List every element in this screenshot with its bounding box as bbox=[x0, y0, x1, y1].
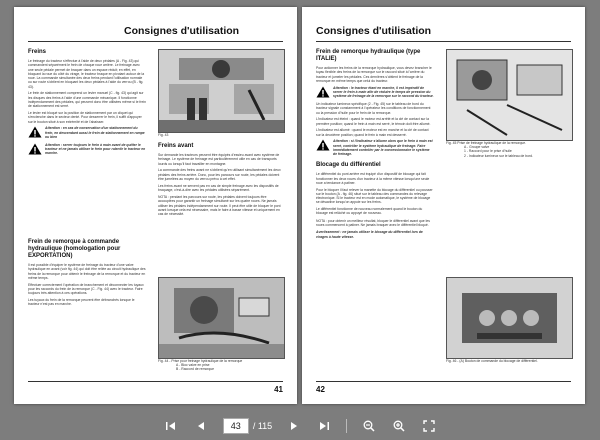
zoom-in-icon bbox=[393, 420, 405, 432]
section-title-freins: Freins bbox=[28, 49, 47, 55]
note-block: NOTA : pour obtenir un meilleur résultat, bloquer le différentiel avant que les roues commencent à patiner. Ne jamais braquer avec le différentiel bloqué. bbox=[316, 218, 430, 227]
figure-46-caption: Fig. 46 - (A) Bouton de commande du blocage de différentiel. bbox=[446, 359, 538, 363]
footer-rule bbox=[28, 381, 283, 382]
hydraulic-trailer-brake-illustration bbox=[159, 278, 284, 358]
figure-44-image bbox=[158, 277, 285, 359]
figure-43-caption: Fig. 43 bbox=[158, 133, 169, 137]
caption-item: 1 - Raccord pour le prise d'huile bbox=[464, 149, 512, 154]
left-column-1 bbox=[28, 49, 146, 160]
left-page bbox=[14, 7, 297, 404]
last-page-button[interactable] bbox=[316, 418, 332, 434]
paragraph: Le frein de stationnement comprend un levier manuel (C - fig. 43) qui agit sur les disques des freins à l'aide d'une commande mécanique. Il fonctionne indépendamment des pédales, qui peuvent donc être utilisées même si le frein de stationnement est serré. bbox=[28, 91, 146, 109]
figure-44-caption bbox=[158, 359, 283, 372]
warning-block bbox=[28, 143, 146, 156]
warning-triangle-icon bbox=[28, 126, 42, 138]
figure-45-image bbox=[446, 49, 573, 141]
previous-page-button[interactable] bbox=[193, 418, 209, 434]
next-page-button[interactable] bbox=[286, 418, 302, 434]
paragraph: Le différentiel fonctionne de nouveau normalement quand le bouton du blocage est relâché ou appuyé de nouveau. bbox=[316, 207, 423, 216]
page-header-title: Consignes d'utilisation bbox=[316, 25, 432, 37]
warning-block bbox=[28, 126, 146, 139]
fullscreen-button[interactable] bbox=[421, 418, 437, 434]
fullscreen-icon bbox=[423, 420, 435, 432]
warning-text: Attention : le tracteur étant en marche, il est impératif de serrer le frein à main afin de réduire le temps de pression du système de freinage de la remorque sur le raccord du tracteur. bbox=[333, 85, 434, 98]
note-block: NOTA : pendant les parcours sur route, les pédales doivent toujours être accouplées pour garantir un freinage simultané sur les quatre roues. Ne jamais utiliser les pédales indépendamment sur route. Il peut être utile de bloquer le pont avant lorsque cela est nécessaire, mais le faire à basse vitesse et uniquement en cas de nécessité. bbox=[158, 195, 281, 217]
paragraph: Pour le bloquer il faut relever la manette du blocage du différentiel ou pousser sur le bouton (A - fig. 46) situé sur le tableau des commandes du relevage électronique. Si le tracteur est en mode automatique, le système de blocage se désactive lorsqu'on appuie sur les freins. bbox=[316, 187, 433, 205]
page-number: 42 bbox=[316, 385, 325, 394]
figure-45-caption bbox=[446, 141, 571, 158]
zoom-out-icon bbox=[363, 420, 375, 432]
tractor-brake-pedals-illustration bbox=[159, 50, 284, 132]
header-rule bbox=[28, 41, 283, 42]
paragraph: Le différentiel du pont arrière est équipé d'un dispositif de blocage qui fait fonctionner les deux roues d'un tracteur à la même vitesse lorsqu'une seule roue a tendance à patiner. bbox=[316, 172, 430, 185]
caption-item: 2 - Indicateur lumineux sur le tableau de bord. bbox=[464, 153, 533, 158]
current-page-input[interactable]: 43 bbox=[223, 418, 249, 434]
warning-triangle-icon bbox=[28, 143, 42, 155]
warning-text: Attention : si l'indicateur s'allume alors que le frein à main est serré, contrôler le système hydraulique de freinage. Faire immédiatement contrôler par le concessionnaire le système de freinage. bbox=[333, 139, 433, 157]
first-page-icon bbox=[165, 421, 177, 431]
toolbar-separator bbox=[346, 419, 347, 433]
header-rule bbox=[316, 41, 571, 42]
caption-item: A - Bloc valve en prise bbox=[176, 363, 210, 368]
paragraph: Les tuyaux du frein de la remorque peuvent être débranchés lorsque le tracteur n'est pas en marche. bbox=[28, 297, 135, 307]
paragraph: Effectuer correctement l'opération de branchement et déconnecter les tuyaux pour les raccords du frein de la remorque (C - Fig. 44) avec le tracteur. Faire toujours très attention à ces opérations. bbox=[28, 282, 144, 296]
last-page-icon bbox=[318, 421, 330, 431]
paragraph: L'indicateur est éteint : quand le moteur est arrêté et la clé de contact sur la première position; quand le frein à main est serré, le témoin doit être allumé. bbox=[316, 117, 431, 126]
next-page-icon bbox=[289, 421, 299, 431]
zoom-out-button[interactable] bbox=[361, 418, 377, 434]
page-header-title: Consignes d'utilisation bbox=[124, 25, 240, 37]
left-column-2 bbox=[158, 143, 283, 220]
paragraph: Sur demande les tracteurs peuvent être équipés d'essieu avant avec système de freinage. Le système de freinage est particulièrement utile en cas de transports lourds ou lorsqu'il faut travailler en montagne. bbox=[158, 153, 280, 166]
trailer-brake-valve-illustration bbox=[447, 50, 572, 140]
footer-rule bbox=[316, 381, 571, 382]
zoom-in-button[interactable] bbox=[391, 418, 407, 434]
right-page bbox=[302, 7, 585, 404]
warning-block bbox=[316, 86, 434, 99]
first-page-button[interactable] bbox=[163, 418, 179, 434]
differential-lock-button-illustration bbox=[447, 278, 572, 358]
paragraph: Le freinage du tracteur s'effectue à l'aide de deux pédales (A - Fig. 43) qui commandent séparément le frein de chaque roue arrière. Le freinage avec une seule pédale permet de braquer dans un espace réduit; en effet, en bloquant la roue du côté du virage, le tracteur braque en pivotant autour de la roue. La commande simultanée des deux freins pendant l'utilisation normale ou sur route s'obtient en bloquant les deux pédales à l'aide du verrou (B - fig. 43). bbox=[28, 59, 145, 89]
left-column-1-bottom bbox=[28, 239, 146, 309]
paragraph: Les freins avant ne servent pas en cas de simple freinage avec les dispositifs de braquage, c'est-à-dire avec les pédales utilisées séparément. bbox=[158, 183, 279, 192]
warning-triangle-icon bbox=[316, 86, 330, 98]
paragraph: Le levier est bloqué sur la position de stationnement par un cliquet qui s'enclenche dans le secteur denté. Pour desserrer le frein, il suffit d'appuyer sur le bouton situé à son extrémité et de l'abaisser. bbox=[28, 111, 142, 124]
warning-text: Attention : serrer toujours le frein à main avant de quitter le tracteur et ne jamais utiliser le frein pour ralentir le tracteur en marche. bbox=[45, 142, 146, 156]
section-title-blocage-differentiel: Blocage du différentiel bbox=[316, 162, 381, 169]
figure-43-image bbox=[158, 49, 285, 133]
caption-title: Fig. 45 Prise de freinage hydraulique de la remorque. bbox=[446, 141, 527, 145]
warning-block bbox=[316, 139, 434, 156]
previous-page-icon bbox=[196, 421, 206, 431]
section-title-freins-avant: Freins avant bbox=[158, 143, 194, 149]
caption-title: Fig. 44 - Prise pour freinage hydraulique de la remorque bbox=[158, 359, 243, 363]
right-column-1 bbox=[316, 49, 434, 242]
warning-triangle-icon bbox=[316, 139, 330, 151]
page-indicator bbox=[223, 418, 272, 434]
paragraph: Il est possible d'équiper le système de freinage du tracteur d'une valve hydraulique en avant (voir fig. 44) qui doit être reliée au circuit hydraulique des freins de la remorque pour obtenir le freinage de la remorque et du tracteur en même temps. bbox=[28, 263, 146, 280]
figure-46-image bbox=[446, 277, 573, 359]
section-title-frein-remorque: Frein de remorque à commande hydraulique (homologation pour EXPORTATION) bbox=[28, 239, 121, 259]
paragraph: Pour actionner les freins de la remorque hydraulique, vous devez brancher le tuyau flexible des freins de la remorque sur le raccord situé à l'arrière du tracteur et jumeler les pédales. Ces dernières s'obtient le freinage de la remorque en même temps que celui du tracteur. bbox=[316, 66, 432, 83]
warning-text: Attention : en cas de conservation d'un stationnement du frein, en descendant aussi le frein de stationnement en rampe ou bien bbox=[45, 126, 145, 139]
paragraph: La commande des freins avant ne s'obtient qu'en utilisant simultanément les deux pédales des freins arrière. Donc, pour les parcours sur route, les pédales doivent être jumelées au moyen du verrou prévu à cet effet. bbox=[158, 168, 281, 181]
caption-item: B - Raccord de remorque bbox=[176, 367, 215, 372]
section-title-frein-remorque-italie: Frein de remorque hydraulique (type ITALIE) bbox=[316, 49, 421, 62]
caption-item: A - Groupe valve bbox=[464, 145, 490, 150]
pdf-navigation-toolbar bbox=[0, 412, 600, 440]
warning-note: Avertissement : ne jamais utiliser le blocage du différentiel lors de virages à haute vitesse. bbox=[316, 230, 423, 239]
paragraph: L'indicateur est allumé : quand le moteur est en marche et la clé de contact sur la deuxième position; quand le frein à main est desserré. bbox=[316, 128, 429, 137]
paragraph: Un indicateur lumineux spécifique (2 - Fig. 45) sur le tableau de bord du tracteur signale constamment à l'opérateur les conditions de fonctionnement ou la pression d'huile pour le frein de la remorque. bbox=[316, 102, 431, 115]
total-pages-label: / 115 bbox=[252, 421, 273, 431]
page-number: 41 bbox=[274, 385, 283, 394]
